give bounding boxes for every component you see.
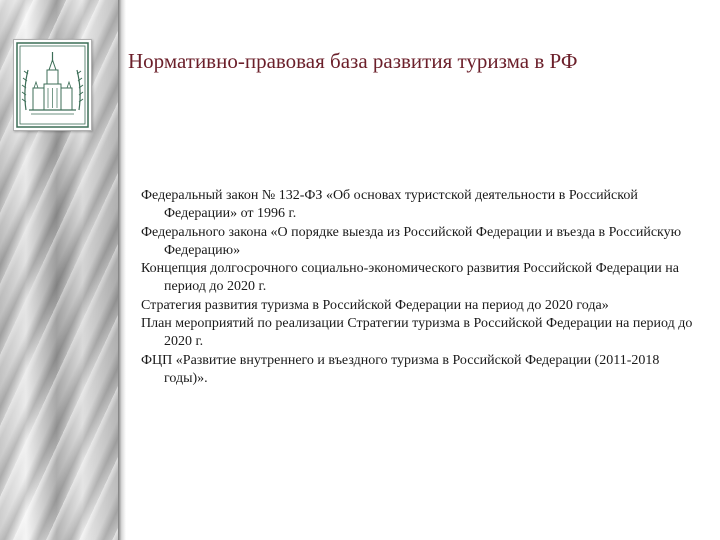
- list-item: Федерального закона «О порядке выезда из Российской Федерации и въезда в Российскую Федерацию»: [141, 224, 682, 258]
- legal-acts-list: [141, 187, 701, 388]
- band-edge: [118, 0, 126, 540]
- university-building-icon: [14, 40, 91, 130]
- list-item: Концепция долгосрочного социально-экономического развития Российской Федерации на период до 2020 г.: [141, 261, 679, 295]
- university-logo: [13, 39, 92, 131]
- list-item: Стратегия развития туризма в Российской Федерации на период до 2020 года»: [141, 297, 609, 313]
- list-item: Федеральный закон № 132-ФЗ «Об основах туристской деятельности в Российской Федерации» от 1996 г.: [141, 188, 638, 222]
- page-title: Нормативно-правовая база развития туризма в РФ: [128, 49, 578, 73]
- list-item: План мероприятий по реализации Стратегии туризма в Российской Федерации на период до 2020 г.: [141, 316, 693, 350]
- list-item: ФЦП «Развитие внутреннего и въездного туризма в Российской Федерации (2011-2018 годы)».: [141, 352, 660, 386]
